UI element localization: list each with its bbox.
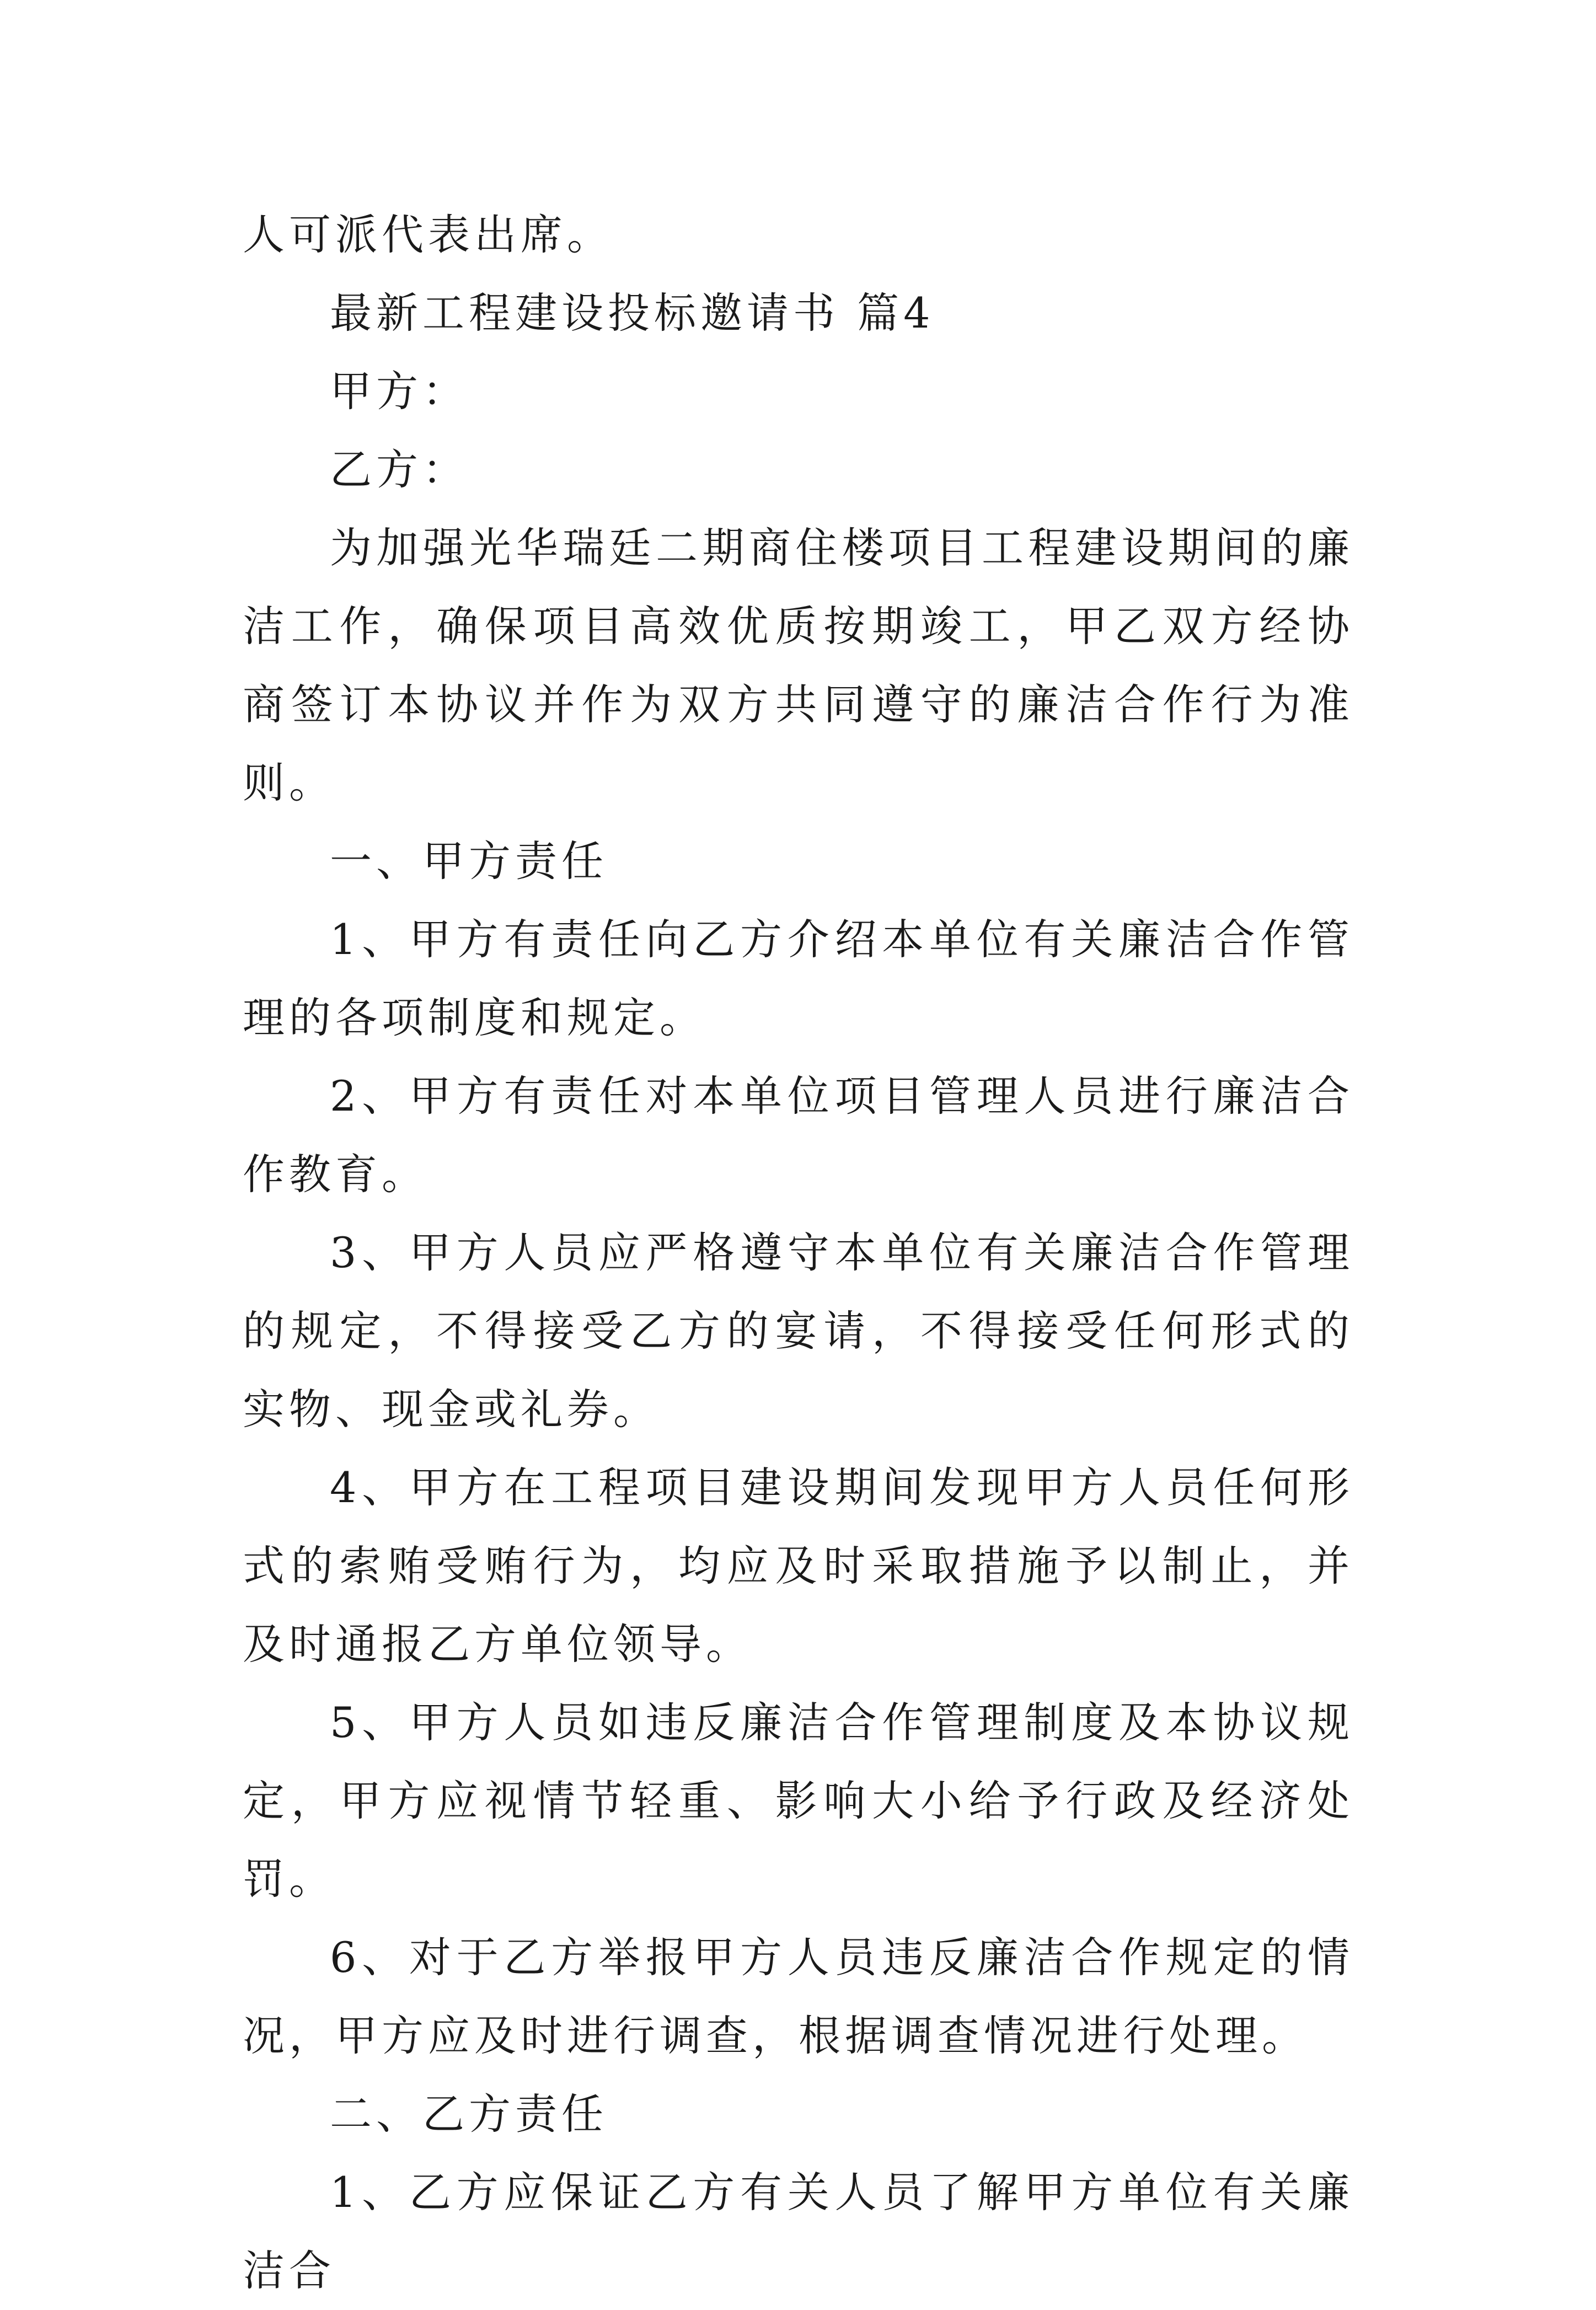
party-a-item-2: 2、甲方有责任对本单位项目管理人员进行廉洁合作教育。 [243,1071,1354,1199]
paragraph-continuation: 人可派代表出席。 [243,210,613,259]
party-a-item-1: 1、甲方有责任向乙方介绍本单位有关廉洁合作管理的各项制度和规定。 [243,915,1354,1042]
section-heading: 最新工程建设投标邀请书 篇4 [330,288,935,337]
party-a-duties-heading: 一、甲方责任 [330,837,608,886]
preamble-paragraph: 为加强光华瑞廷二期商住楼项目工程建设期间的廉洁工作，确保项目高效优质按期竣工，甲乙双方经协商签订本协议并作为双方共同遵守的廉洁合作行为准则。 [243,523,1354,807]
party-a-item-3: 3、甲方人员应严格遵守本单位有关廉洁合作管理的规定，不得接受乙方的宴请，不得接受任何形式的实物、现金或礼券。 [243,1228,1354,1434]
party-a-item-4: 4、甲方在工程项目建设期间发现甲方人员任何形式的索贿受贿行为，均应及时采取措施予以制止，并及时通报乙方单位领导。 [243,1463,1354,1669]
party-a-line: 甲方： [330,367,469,416]
party-a-item-6: 6、对于乙方举报甲方人员违反廉洁合作规定的情况，甲方应及时进行调查，根据调查情况进行处理。 [243,1933,1354,2060]
party-a-item-5: 5、甲方人员如违反廉洁合作管理制度及本协议规定，甲方应视情节轻重、影响大小给予行政及经济处罚。 [243,1698,1354,1904]
party-b-item-1: 1、乙方应保证乙方有关人员了解甲方单位有关廉洁合 [243,2168,1354,2295]
party-b-duties-heading: 二、乙方责任 [330,2089,608,2139]
document-body [243,196,1354,2310]
party-b-line: 乙方： [330,445,469,494]
